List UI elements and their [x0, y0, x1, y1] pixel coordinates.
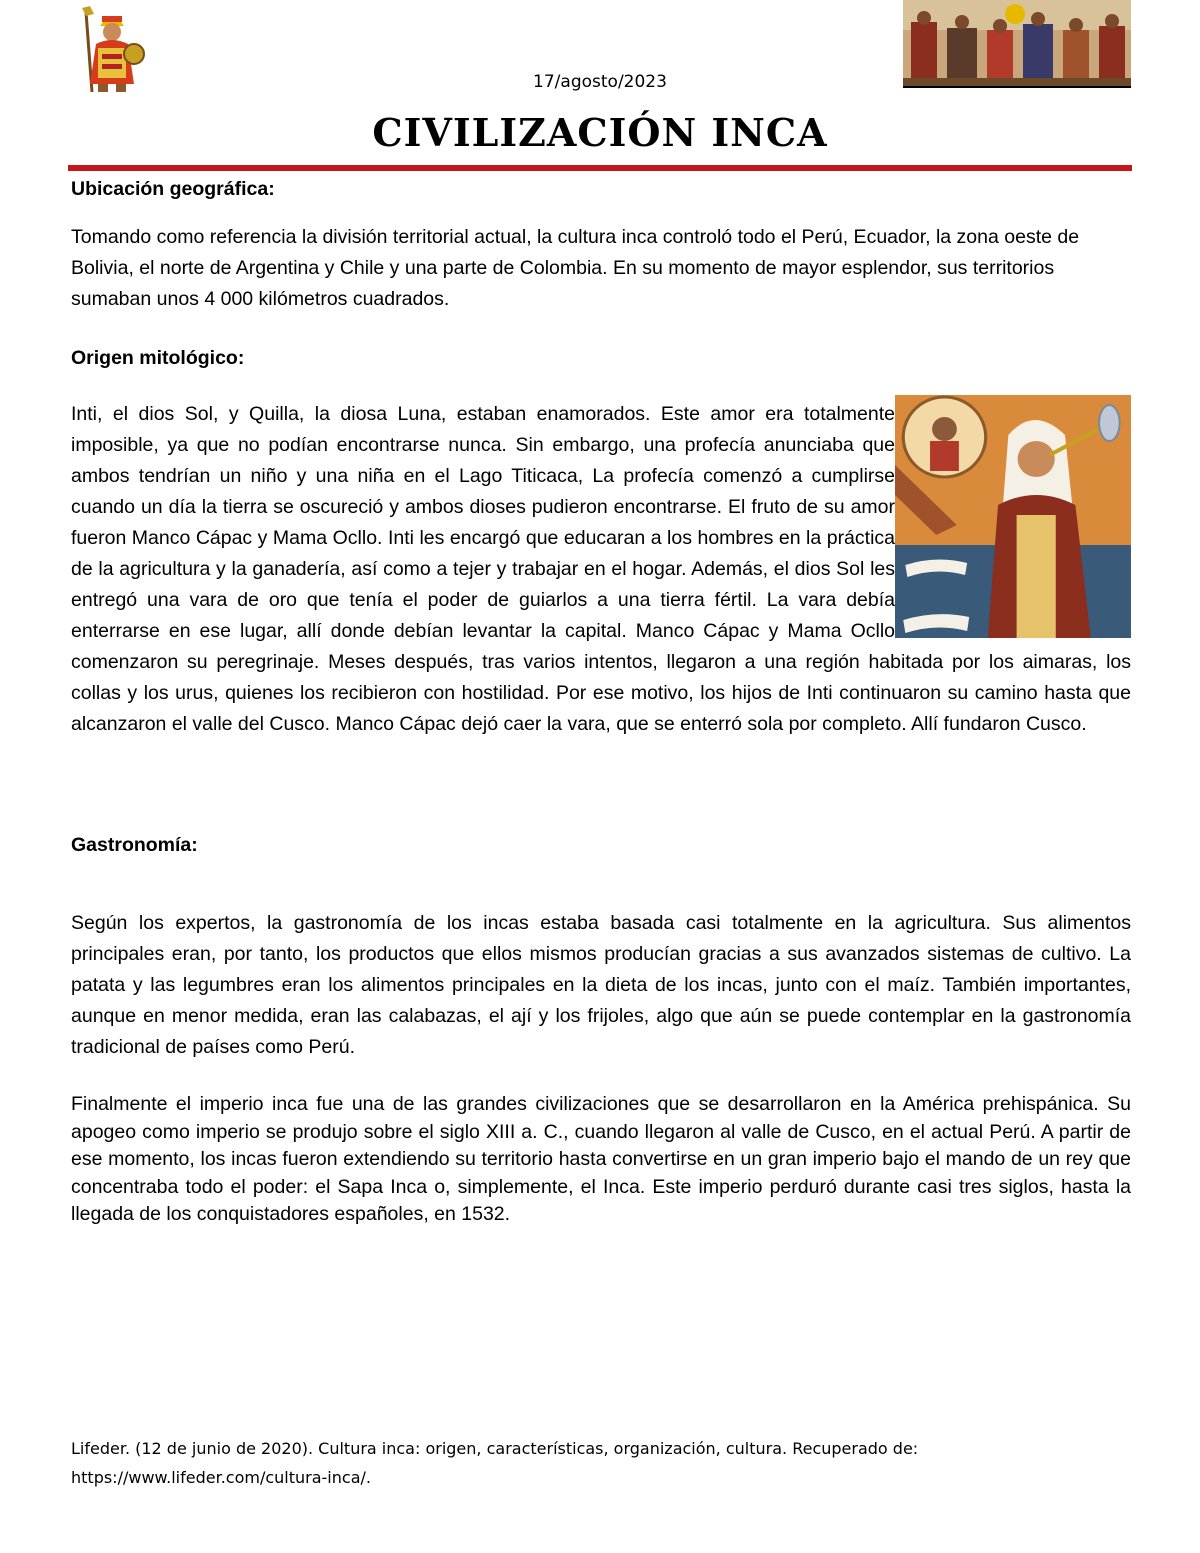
paragraph-origen-wrapper [71, 399, 1131, 740]
mama-ocllo-painting [895, 395, 1131, 638]
title-divider [68, 165, 1132, 171]
document-date: 17/agosto/2023 [533, 72, 667, 92]
citation-footer: Lifeder. (12 de junio de 2020). Cultura inca: origen, características, organización, cultura. Recuperado de: https://www.lifeder.com/cultura-inca/. [71, 1439, 919, 1487]
section-heading-origen: Origen mitológico: [71, 347, 245, 369]
section-heading-ubicacion: Ubicación geográfica: [71, 178, 275, 200]
paragraph-origen: Inti, el dios Sol, y Quilla, la diosa Luna, estaban enamorados. Este amor era totalmente imposible, ya que no podían encontrarse nunca. Sin embargo, una profecía anunciaba que ambos tendrían un niño y una niña en el Lago Titicaca, La profecía comenzó a cumplirse cuando un día la tierra se oscureció y ambos dioses pudieron encontrarse. El fruto de su amor fueron Manco Cápac y Mama Ocllo. Inti les encargó que educaran a los hombres en la práctica de la agricultura y la ganadería, así como a tejer y trabajar en el hogar. Además, el dios Sol les entregó una vara de oro que tenía el poder de guiarlos a una tierra fértil. La vara debía enterrarse en ese lugar, allí donde debían levantar la capital. Manco Cápac y Mama Ocllo comenzaron su peregrinaje. Meses después, tras varios intentos, llegaron a una región habitada por los aimaras, los collas y los urus, quienes los recibieron con hostilidad. Por ese motivo, los hijos de Inti continuaron su camino hasta que alcanzaron el valle del Cusco. Manco Cápac dejó caer la vara, que se enterró sola por completo. Allí fundaron Cusco. [71, 403, 1131, 735]
paragraph-gastronomia: Según los expertos, la gastronomía de los incas estaba basada casi totalmente en la agricultura. Sus alimentos principales eran, por tanto, los productos que ellos mismos producían gracias a sus avanzados sistemas de cultivo. La patata y las legumbres eran los alimentos principales en la dieta de los incas, junto con el maíz. También importantes, aunque en menor medida, eran las calabazas, el ají y los frijoles, algo que aún se puede contemplar en la gastronomía tradicional de países como Perú. [71, 912, 1131, 1058]
page-title: CIVILIZACIÓN INCA [372, 110, 828, 155]
paragraph-final: Finalmente el imperio inca fue una de las grandes civilizaciones que se desarrollaron en la América prehispánica. Su apogeo como imperio se produjo sobre el siglo XIII a. C., cuando llegaron al valle de Cusco, en el actual Perú. A partir de ese momento, los incas fueron extendiendo su territorio hasta convertirse en un gran imperio bajo el mando de un rey que concentraba todo el poder: el Sapa Inca o, simplemente, el Inca. Este imperio perduró durante casi tres siglos, hasta la llegada de los conquistadores españoles, en 1532. [71, 1093, 1131, 1225]
paragraph-ubicacion: Tomando como referencia la división territorial actual, la cultura inca controló todo el Perú, Ecuador, la zona oeste de Bolivia, el norte de Argentina y Chile y una parte de Colombia. En su momento de mayor esplendor, sus territorios sumaban unos 4 000 kilómetros cuadrados. [71, 226, 1080, 310]
section-heading-gastronomia: Gastronomía: [71, 834, 198, 856]
